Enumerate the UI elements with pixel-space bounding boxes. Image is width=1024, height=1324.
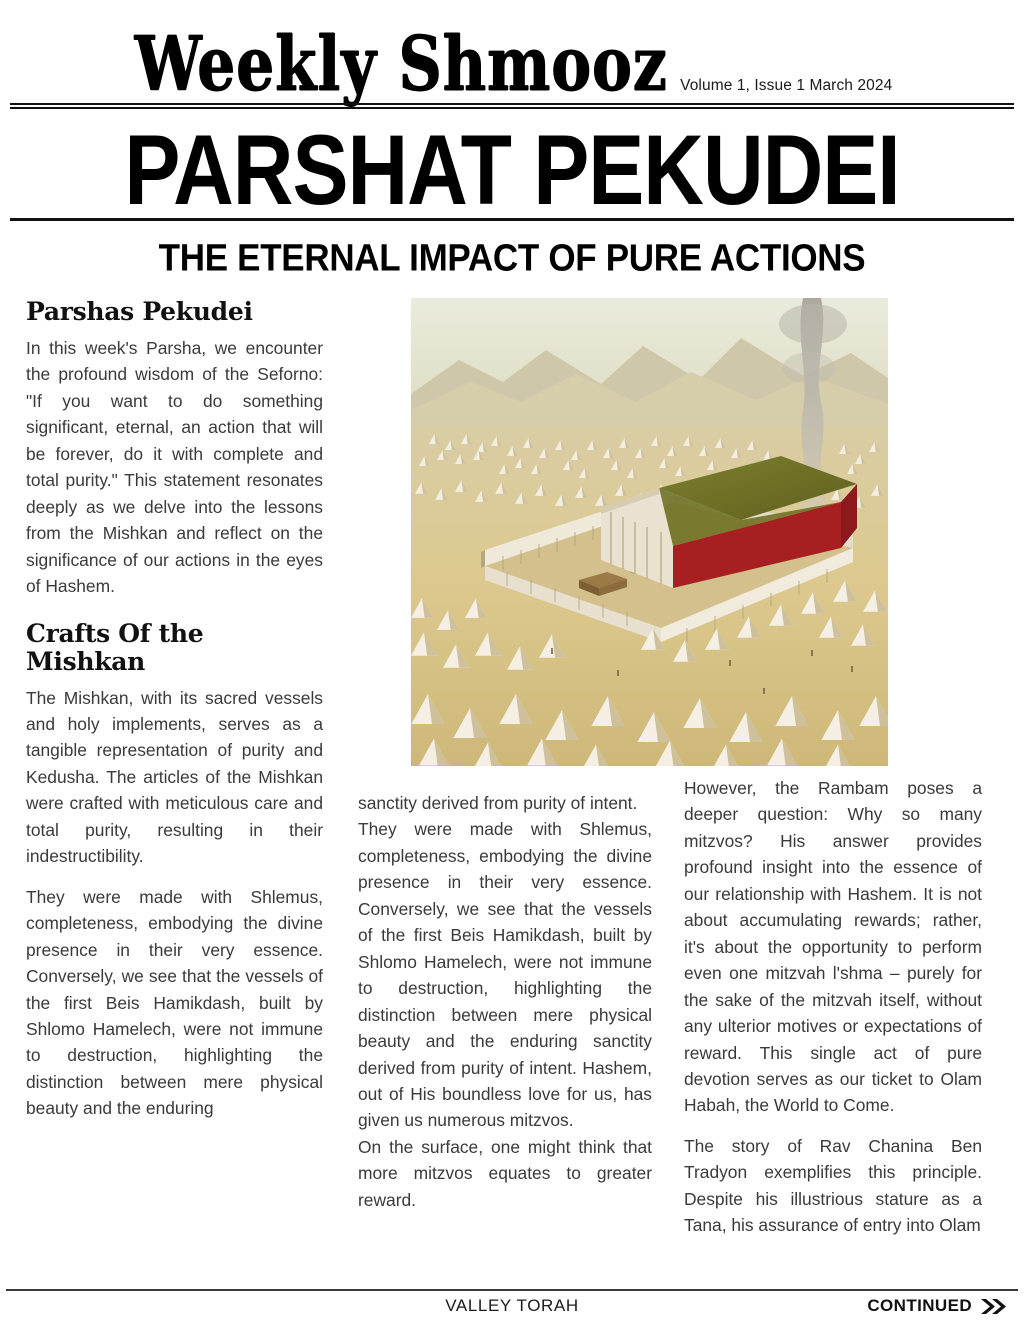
masthead-divider xyxy=(10,103,1014,109)
mishkan-illustration xyxy=(411,298,888,766)
paragraph: sanctity derived from purity of intent. xyxy=(358,793,638,813)
paragraph: On the surface, one might think that more mitzvos equates to greater reward. xyxy=(358,1136,652,1210)
double-chevron-right-icon xyxy=(980,1298,1006,1315)
continued-indicator[interactable] xyxy=(867,1296,1006,1316)
section-heading-parshas-pekudei: Parshas Pekudei xyxy=(26,297,253,326)
publication-title: Weekly Shmooz xyxy=(134,19,668,109)
masthead xyxy=(0,0,1024,109)
mishkan-illustration-graphic xyxy=(411,298,888,766)
paragraph: The Mishkan, with its sacred vessels and holy implements, serves as a tangible representation of purity and Kedusha. The articles of the Mishkan were crafted with meticulous care and total purity, resulting in their indestructibility. xyxy=(26,687,323,867)
section-heading-crafts-of-the-mishkan: Crafts Of the Mishkan xyxy=(26,618,204,676)
article-column-one xyxy=(26,298,323,1122)
page-title: PARSHAT PEKUDEI xyxy=(124,114,900,226)
paragraph: They were made with Shlemus, completeness, embodying the divine presence in their very essence. Conversely, we see that the vessels of the first Beis Hamikdash, built by Shlomo Hamelech, were not immune to destruction, highlighting the distinction between mere physical beauty and the enduring sanctity derived from purity of intent. Hashem, out of His boundless love for us, has given us numerous mitzvos. xyxy=(358,819,652,1131)
article-column-two xyxy=(358,790,652,1213)
article-column-three xyxy=(684,775,982,1239)
paragraph: They were made with Shlemus, completeness, embodying the divine presence in their very essence. Conversely, we see that the vessels of the first Beis Hamikdash, built by Shlomo Hamelech, were not immune to destruction, highlighting the distinction between mere physical beauty and the enduring xyxy=(26,886,323,1119)
page-subtitle: THE ETERNAL IMPACT OF PURE ACTIONS xyxy=(158,236,866,280)
footer xyxy=(0,1296,1024,1324)
footer-divider xyxy=(6,1289,1018,1291)
footer-organization-label: VALLEY TORAH xyxy=(445,1296,579,1315)
title-divider xyxy=(10,218,1014,221)
paragraph: In this week's Parsha, we encounter the profound wisdom of the Seforno: "If you want to do something significant, eternal, an action that will be forever, do it with complete and total purity." This statement resonates deeply as we delve into the lessons from the Mishkan and reflect on the significance of our actions in the eyes of Hashem. xyxy=(26,338,323,597)
paragraph: However, the Rambam poses a deeper question: Why so many mitzvos? His answer provides profound insight into the essence of our relationship with Hashem. It is not about accumulating rewards; rather, it's about the opportunity to perform even one mitzvah l'shma – purely for the sake of the mitzvah itself, without any ulterior motives or expectations of reward. This single act of pure devotion serves as our ticket to Olam Habah, the World to Come. xyxy=(684,778,982,1116)
continued-label: CONTINUED xyxy=(867,1296,972,1315)
issue-info: Volume 1, Issue 1 March 2024 xyxy=(680,77,893,94)
paragraph: The story of Rav Chanina Ben Tradyon exemplifies this principle. Despite his illustrious stature as a Tana, his assurance of entry into Olam xyxy=(684,1135,982,1236)
